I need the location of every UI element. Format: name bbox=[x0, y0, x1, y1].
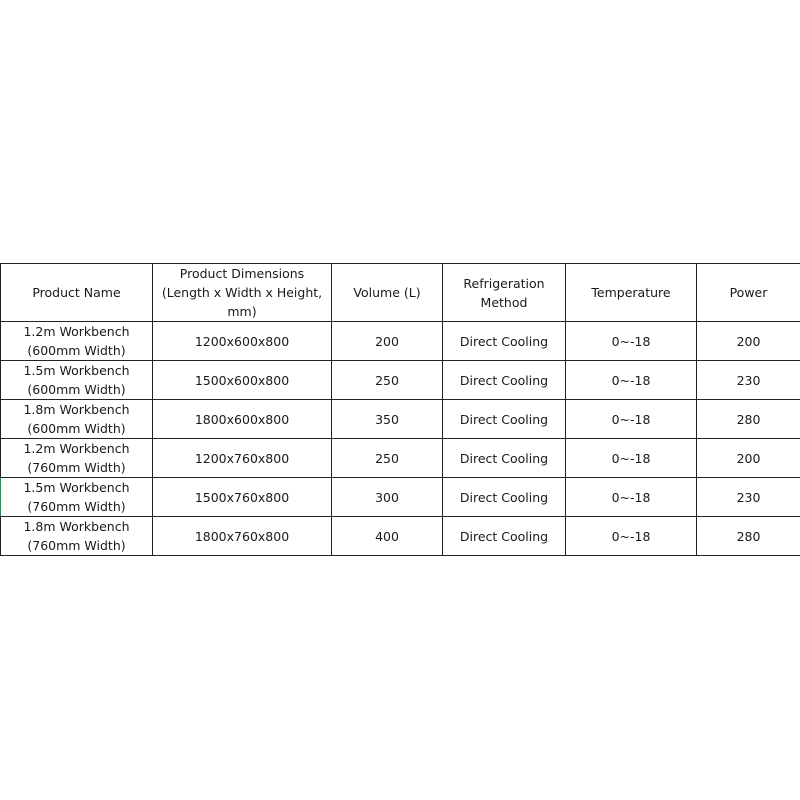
cell-power: 230 bbox=[697, 478, 800, 517]
spec-table bbox=[0, 263, 800, 556]
cell-temperature: 0~-18 bbox=[566, 361, 697, 400]
cell-product-name: 1.5m Workbench (760mm Width) bbox=[1, 478, 153, 517]
table-header-row bbox=[1, 264, 800, 322]
table-row bbox=[1, 517, 800, 556]
cell-dimensions: 1800x600x800 bbox=[153, 400, 332, 439]
header-product-name: Product Name bbox=[1, 264, 153, 322]
cell-temperature: 0~-18 bbox=[566, 478, 697, 517]
cell-dimensions: 1500x600x800 bbox=[153, 361, 332, 400]
cell-power: 280 bbox=[697, 517, 800, 556]
cell-volume: 350 bbox=[332, 400, 443, 439]
table-row bbox=[1, 400, 800, 439]
cell-temperature: 0~-18 bbox=[566, 439, 697, 478]
header-power: Power bbox=[697, 264, 800, 322]
cell-refrigeration: Direct Cooling bbox=[443, 478, 566, 517]
cell-volume: 250 bbox=[332, 361, 443, 400]
cell-refrigeration: Direct Cooling bbox=[443, 400, 566, 439]
cell-dimensions: 1500x760x800 bbox=[153, 478, 332, 517]
cell-refrigeration: Direct Cooling bbox=[443, 517, 566, 556]
cell-refrigeration: Direct Cooling bbox=[443, 322, 566, 361]
cell-temperature: 0~-18 bbox=[566, 322, 697, 361]
cell-dimensions: 1200x760x800 bbox=[153, 439, 332, 478]
cell-power: 200 bbox=[697, 322, 800, 361]
header-refrigeration-method: Refrigeration Method bbox=[443, 264, 566, 322]
cell-dimensions: 1200x600x800 bbox=[153, 322, 332, 361]
cell-product-name: 1.2m Workbench (760mm Width) bbox=[1, 439, 153, 478]
cell-temperature: 0~-18 bbox=[566, 400, 697, 439]
header-temperature: Temperature bbox=[566, 264, 697, 322]
cell-product-name: 1.5m Workbench (600mm Width) bbox=[1, 361, 153, 400]
cell-volume: 250 bbox=[332, 439, 443, 478]
table-row bbox=[1, 361, 800, 400]
table-row bbox=[1, 478, 800, 517]
cell-refrigeration: Direct Cooling bbox=[443, 439, 566, 478]
cell-refrigeration: Direct Cooling bbox=[443, 361, 566, 400]
table-row bbox=[1, 322, 800, 361]
header-product-dimensions: Product Dimensions (Length x Width x Height, mm) bbox=[153, 264, 332, 322]
cell-volume: 400 bbox=[332, 517, 443, 556]
cell-product-name: 1.8m Workbench (760mm Width) bbox=[1, 517, 153, 556]
cell-power: 230 bbox=[697, 361, 800, 400]
table-row bbox=[1, 439, 800, 478]
cell-volume: 200 bbox=[332, 322, 443, 361]
cell-temperature: 0~-18 bbox=[566, 517, 697, 556]
header-volume: Volume (L) bbox=[332, 264, 443, 322]
cell-dimensions: 1800x760x800 bbox=[153, 517, 332, 556]
cell-power: 280 bbox=[697, 400, 800, 439]
cell-volume: 300 bbox=[332, 478, 443, 517]
cell-product-name: 1.8m Workbench (600mm Width) bbox=[1, 400, 153, 439]
cell-product-name: 1.2m Workbench (600mm Width) bbox=[1, 322, 153, 361]
cell-power: 200 bbox=[697, 439, 800, 478]
